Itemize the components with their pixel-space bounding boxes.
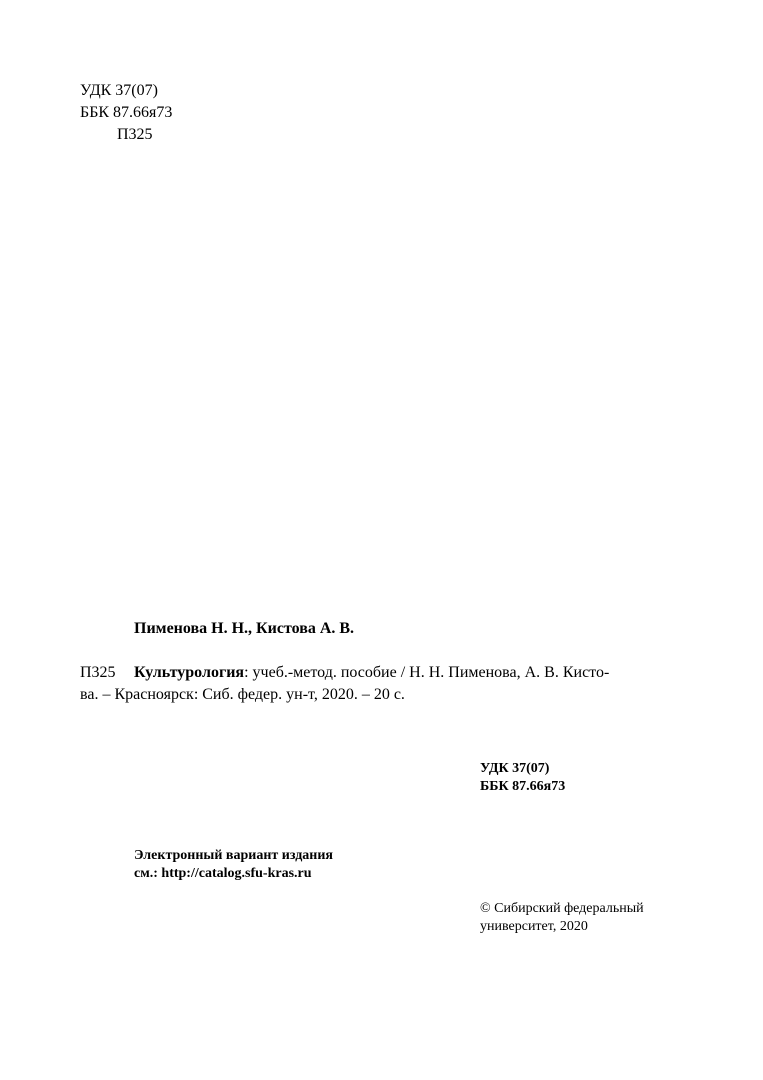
bbk-code: ББК 87.66я73 (80, 104, 173, 121)
copyright-line-2: университет, 2020 (480, 919, 588, 934)
bbk-code-bottom: ББК 87.66я73 (480, 779, 566, 794)
udk-code-bottom: УДК 37(07) (480, 761, 550, 776)
author-sign: П325 (117, 126, 153, 143)
record-line-1 (134, 662, 609, 684)
copyright-line-1: © Сибирский федеральный (480, 901, 644, 916)
catalog-link: см.: http://catalog.sfu-kras.ru (134, 866, 312, 881)
record-sign: П325 (80, 664, 116, 681)
udk-code: УДК 37(07) (80, 82, 158, 99)
electronic-version-label: Электронный вариант издания (134, 848, 333, 863)
record-description: : учеб.-метод. пособие / Н. Н. Пименова, А. В. Кисто- (244, 664, 610, 681)
authors-heading: Пименова Н. Н., Кистова А. В. (134, 620, 355, 637)
record-title: Культурология (134, 664, 245, 681)
record-line-2: ва. – Красноярск: Сиб. федер. ун-т, 2020. – 20 с. (80, 686, 405, 703)
